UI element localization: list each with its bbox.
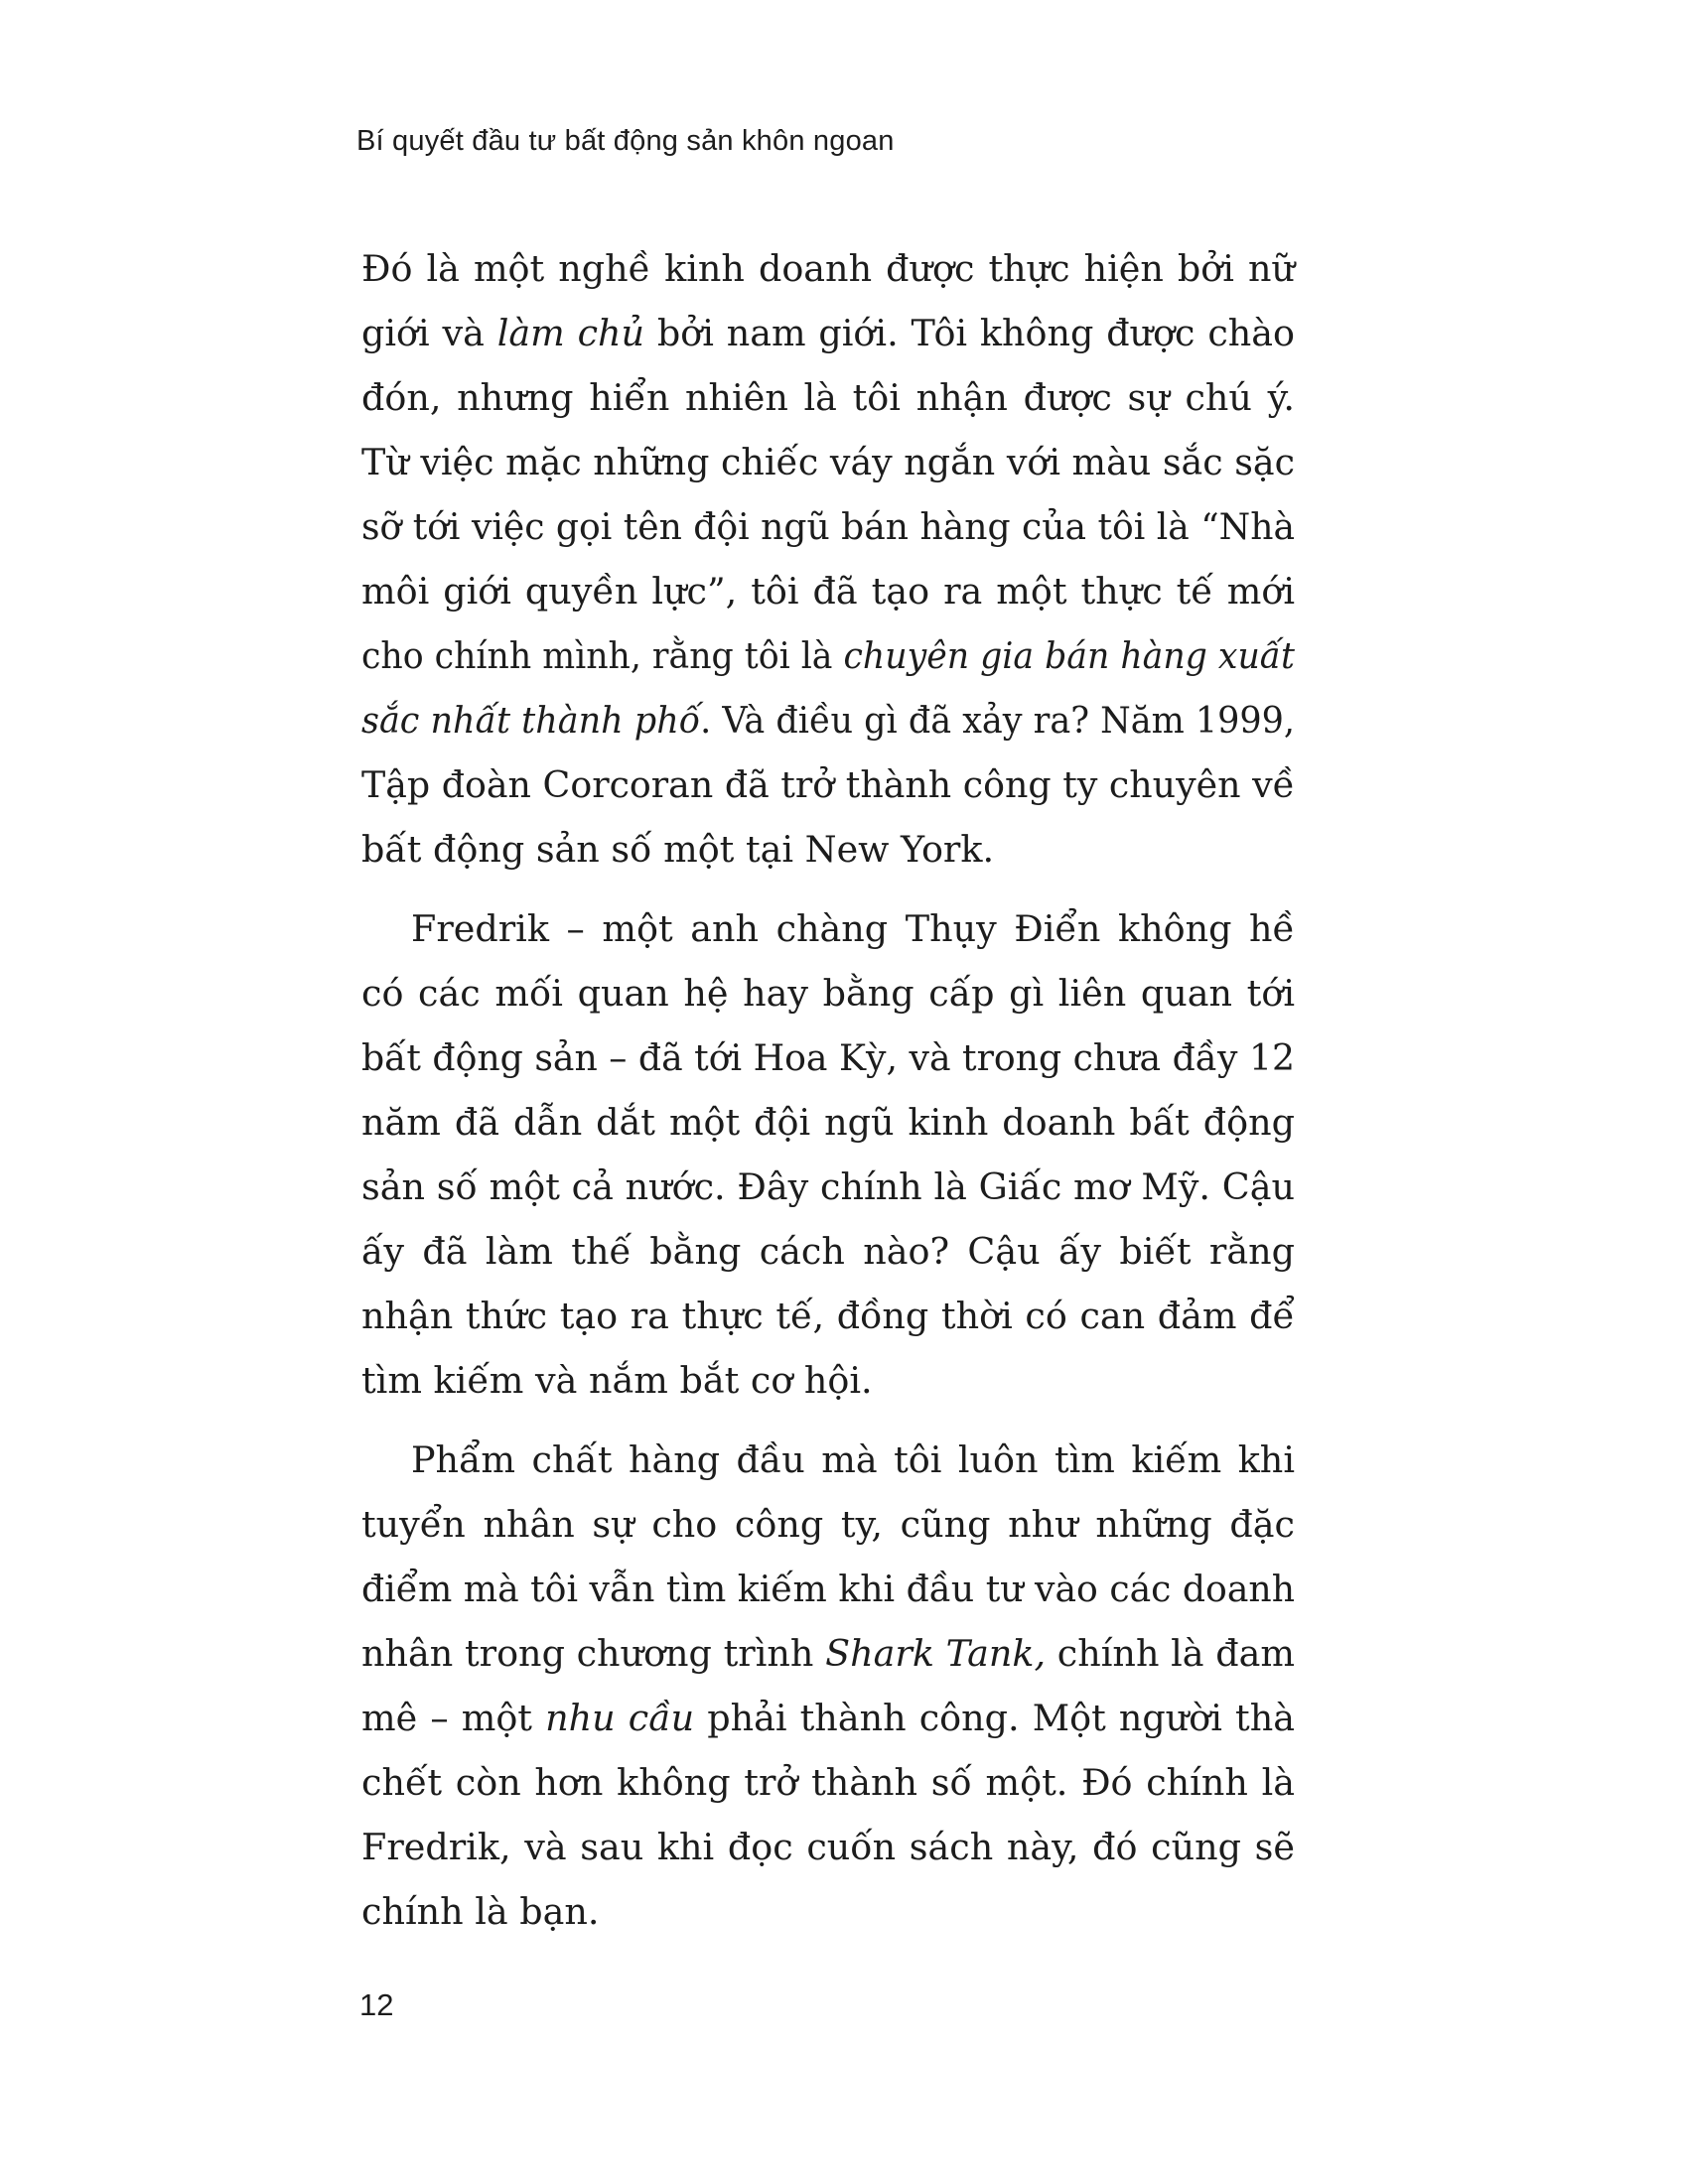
text-segment: Tập đoàn Corcoran đã trở thành công ty chuyên về bbox=[361, 763, 1295, 806]
text-segment: Fredrik – một anh chàng Thụy Điển không hề bbox=[411, 907, 1295, 950]
text-segment: tuyển nhân sự cho công ty, cũng như những đặc bbox=[361, 1503, 1295, 1546]
text-line bbox=[361, 752, 1295, 817]
text-segment: đón, nhưng hiển nhiên là tôi nhận được sự chú ý. bbox=[361, 376, 1295, 419]
text-segment: bởi nam giới. Tôi không được chào bbox=[644, 312, 1295, 354]
text-line bbox=[361, 301, 1295, 365]
text-line bbox=[361, 1090, 1295, 1155]
italic-text: làm chủ bbox=[496, 312, 645, 354]
text-line bbox=[361, 1284, 1295, 1348]
text-line bbox=[361, 1557, 1295, 1621]
text-line bbox=[361, 623, 1295, 688]
text-line bbox=[361, 1621, 1295, 1686]
text-line bbox=[361, 1492, 1295, 1557]
italic-text: nhu cầu bbox=[545, 1697, 695, 1739]
text-line bbox=[361, 430, 1295, 494]
paragraph bbox=[361, 1428, 1295, 1944]
text-segment: sỡ tới việc gọi tên đội ngũ bán hàng của tôi là “Nhà bbox=[361, 505, 1295, 548]
text-segment: nhân trong chương trình bbox=[361, 1632, 826, 1675]
text-segment: bất động sản – đã tới Hoa Kỳ, và trong chưa đầy 12 bbox=[361, 1036, 1295, 1079]
text-segment: chính là bạn. bbox=[361, 1890, 600, 1933]
text-line bbox=[361, 1219, 1295, 1284]
text-segment: điểm mà tôi vẫn tìm kiếm khi đầu tư vào các doanh bbox=[361, 1568, 1295, 1610]
text-segment: . Và điều gì đã xảy ra? Năm 1999, bbox=[700, 699, 1295, 742]
text-segment: có các mối quan hệ hay bằng cấp gì liên quan tới bbox=[361, 972, 1295, 1015]
text-line bbox=[361, 896, 1295, 961]
text-segment: tìm kiếm và nắm bắt cơ hội. bbox=[361, 1359, 873, 1402]
text-line bbox=[361, 1879, 1295, 1944]
text-segment: chết còn hơn không trở thành số một. Đó chính là bbox=[361, 1761, 1295, 1804]
body-text bbox=[361, 236, 1295, 1959]
text-line bbox=[361, 817, 1295, 882]
text-line bbox=[361, 1815, 1295, 1879]
page-number: 12 bbox=[359, 1987, 394, 2022]
text-segment: Từ việc mặc những chiếc váy ngắn với màu sắc sặc bbox=[361, 441, 1295, 483]
italic-text: chuyên gia bán hàng xuất bbox=[843, 634, 1295, 677]
text-segment: ấy đã làm thế bằng cách nào? Cậu ấy biết rằng bbox=[361, 1230, 1295, 1273]
text-line bbox=[361, 1428, 1295, 1492]
running-header: Bí quyết đầu tư bất động sản khôn ngoan bbox=[356, 125, 895, 157]
text-line bbox=[361, 236, 1295, 301]
text-line bbox=[361, 365, 1295, 430]
text-line bbox=[361, 1025, 1295, 1090]
text-line bbox=[361, 1348, 1295, 1413]
paragraph bbox=[361, 236, 1295, 882]
text-segment: cho chính mình, rằng tôi là bbox=[361, 634, 844, 677]
text-line bbox=[361, 1750, 1295, 1815]
text-line bbox=[361, 688, 1295, 752]
text-segment: Đó là một nghề kinh doanh được thực hiện bởi nữ bbox=[361, 247, 1295, 290]
text-line bbox=[361, 1686, 1295, 1750]
text-segment: năm đã dẫn dắt một đội ngũ kinh doanh bất động bbox=[361, 1101, 1295, 1144]
text-segment: Phẩm chất hàng đầu mà tôi luôn tìm kiếm khi bbox=[411, 1438, 1295, 1481]
text-line bbox=[361, 1155, 1295, 1219]
text-segment: chính là đam bbox=[1046, 1632, 1295, 1675]
text-segment: giới và bbox=[361, 312, 497, 354]
text-segment: môi giới quyền lực”, tôi đã tạo ra một thực tế mới bbox=[361, 570, 1295, 613]
italic-text: sắc nhất thành phố bbox=[361, 699, 701, 742]
text-segment: mê – một bbox=[361, 1697, 546, 1739]
text-segment: sản số một cả nước. Đây chính là Giấc mơ Mỹ. Cậu bbox=[361, 1165, 1295, 1208]
text-line bbox=[361, 494, 1295, 559]
text-segment: phải thành công. Một người thà bbox=[694, 1697, 1295, 1739]
text-segment: bất động sản số một tại New York. bbox=[361, 828, 995, 871]
text-segment: Fredrik, và sau khi đọc cuốn sách này, đó cũng sẽ bbox=[361, 1826, 1295, 1868]
paragraph bbox=[361, 896, 1295, 1413]
text-line bbox=[361, 961, 1295, 1025]
text-line bbox=[361, 559, 1295, 623]
text-segment: nhận thức tạo ra thực tế, đồng thời có can đảm để bbox=[361, 1295, 1295, 1337]
italic-text: Shark Tank, bbox=[825, 1632, 1047, 1675]
